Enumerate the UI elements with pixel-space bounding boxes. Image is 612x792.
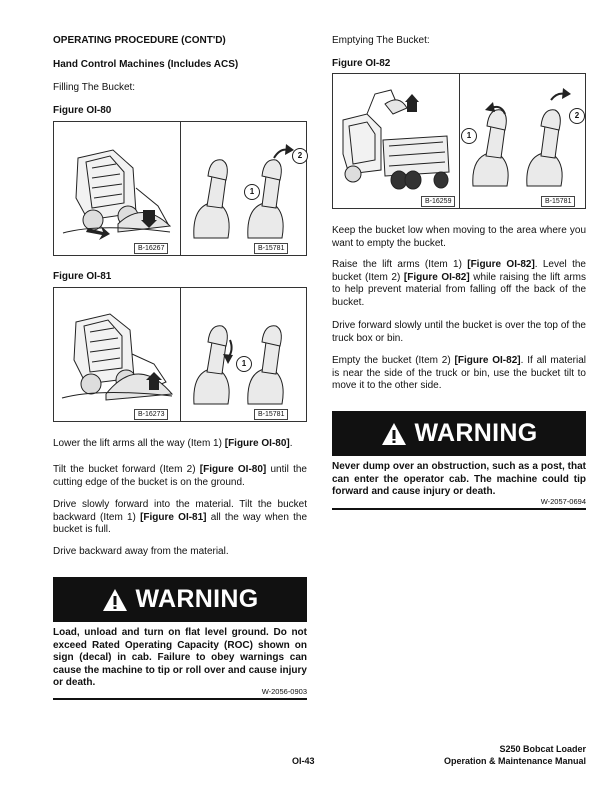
section-rule <box>53 698 307 700</box>
callout-1: 1 <box>461 128 477 144</box>
paragraph-drive-forward: Drive slowly forward into the material. Tilt the bucket backward (Item 1) [Figure OI-81] all the way when the bucket is full. <box>53 499 308 535</box>
callout-2: 2 <box>292 148 308 164</box>
figure-divider <box>459 74 460 208</box>
subheading: Hand Control Machines (Includes ACS) <box>53 59 239 70</box>
figure-81 <box>53 287 307 422</box>
figure-81-code-left: B-16273 <box>134 409 168 420</box>
figure-82 <box>332 73 586 209</box>
warning-code: W-2057-0694 <box>540 497 586 506</box>
warning-text: Load, unload and turn on flat level ground. Do not exceed Rated Operating Capacity (ROC) shown on sign (decal) in cab. Failure to obey warnings can cause the machine to tip or roll over and cause injury or death. <box>53 627 307 688</box>
callout-2: 2 <box>569 108 585 124</box>
warning-triangle-icon <box>381 422 407 446</box>
warning-text: Never dump over an obstruction, such as a post, that can enter the operator cab. The machine could tip forward and cause injury or death. <box>332 461 586 497</box>
warning-label: WARNING <box>135 585 259 613</box>
emptying-label: Emptying The Bucket: <box>332 35 430 46</box>
section-heading: OPERATING PROCEDURE (CONT'D) <box>53 35 226 46</box>
filling-label: Filling The Bucket: <box>53 82 136 93</box>
joysticks-illustration <box>461 80 583 192</box>
figure-reference: [Figure OI-82] <box>454 355 521 366</box>
paragraph-drive-to-truck: Drive forward slowly until the bucket is over the top of the truck box or bin. <box>332 320 586 344</box>
figure-81-code-right: B-15781 <box>254 409 288 420</box>
page-number: OI-43 <box>292 756 315 766</box>
section-rule <box>332 508 586 510</box>
figure-reference: [Figure OI-82] <box>467 259 535 270</box>
figure-reference: [Figure OI-80] <box>199 464 267 475</box>
warning-label: WARNING <box>414 419 538 447</box>
figure-82-code-right: B-15781 <box>541 196 575 207</box>
joysticks-illustration <box>182 294 304 412</box>
paragraph-raise-lift-arms: Raise the lift arms (Item 1) [Figure OI-82]. Level the bucket (Item 2) [Figure OI-82] while raising the lift arms to help prevent material from falling off the back of the bucket. <box>332 259 586 308</box>
figure-82-title: Figure OI-82 <box>332 58 391 69</box>
callout-1: 1 <box>244 184 260 200</box>
figure-80-code-left: B-16267 <box>134 243 168 254</box>
footer-manual: Operation & Maintenance Manual <box>443 756 586 766</box>
figure-82-code-left: B-16259 <box>421 196 455 207</box>
loader-lowering-illustration <box>58 128 176 248</box>
joysticks-illustration <box>182 128 304 246</box>
paragraph-drive-backward: Drive backward away from the material. <box>53 546 229 557</box>
figure-80 <box>53 121 307 256</box>
loader-filling-illustration <box>58 294 176 414</box>
figure-reference: [Figure OI-80] <box>224 438 290 449</box>
callout-1: 1 <box>236 356 252 372</box>
warning-banner <box>332 411 586 456</box>
paragraph-empty-bucket: Empty the bucket (Item 2) [Figure OI-82]. If all material is near the side of the truck or bin, use the bucket tilt to move it to the other side. <box>332 355 586 391</box>
paragraph-keep-bucket-low: Keep the bucket low when moving to the area where you want to empty the bucket. <box>332 225 586 249</box>
paragraph-tilt-bucket: Tilt the bucket forward (Item 2) [Figure OI-80] until the cutting edge of the bucket is on the ground. <box>53 464 307 488</box>
warning-code: W-2056-0903 <box>261 687 307 696</box>
figure-81-title: Figure OI-81 <box>53 271 112 282</box>
figure-80-code-right: B-15781 <box>254 243 288 254</box>
figure-reference: [Figure OI-82] <box>403 271 470 283</box>
warning-triangle-icon <box>102 588 128 612</box>
figure-divider <box>180 122 181 255</box>
loader-dumping-illustration <box>337 80 455 192</box>
figure-reference: [Figure OI-81] <box>140 511 207 523</box>
figure-divider <box>180 288 181 421</box>
warning-banner <box>53 577 307 622</box>
paragraph-lower-lift-arms: Lower the lift arms all the way (Item 1) [Figure OI-80]. <box>53 438 293 449</box>
footer-model: S250 Bobcat Loader <box>499 744 586 754</box>
figure-80-title: Figure OI-80 <box>53 105 112 116</box>
